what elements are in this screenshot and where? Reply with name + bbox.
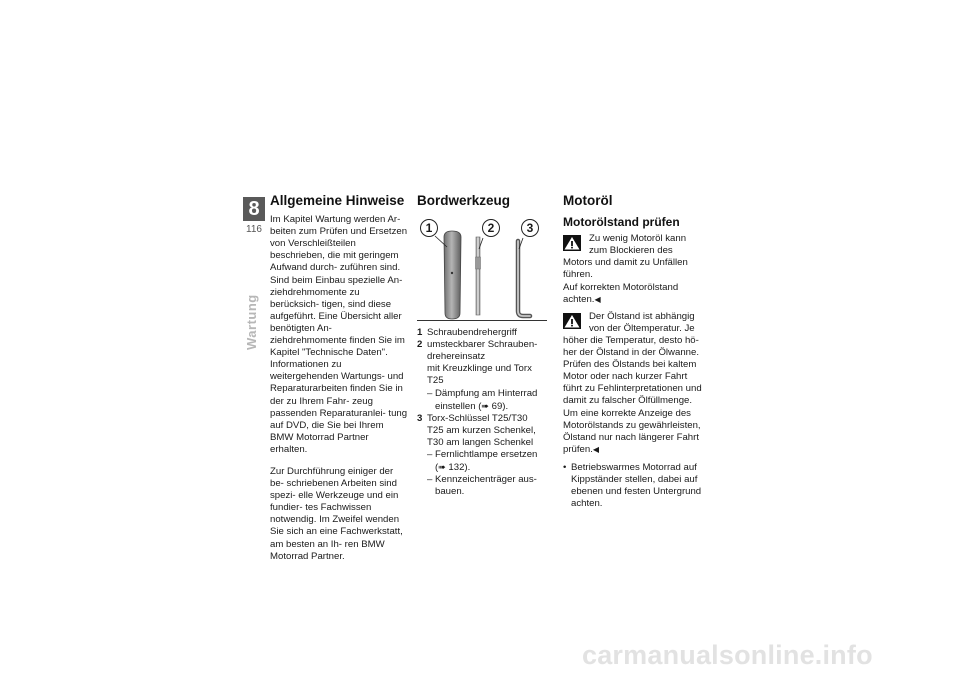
- warning-text: Der Ölstand ist abhängig von der Öltemperatur. Je höher die Temperatur, desto hö- her der Ölstand in der Ölwanne. Prüfen des Ölstands bei kaltem Motor oder nach kurzer Fahrt führt zu Fehlinterpretationen und damit zu falscher Ölfüllmenge.: [563, 310, 702, 407]
- legend-text: [427, 339, 547, 387]
- engine-oil-heading: Motoröl: [563, 193, 613, 208]
- list-item-text: Betriebswarmes Motorrad auf Kippständer stellen, dabei auf ebenen und festen Untergrund achten.: [571, 461, 702, 510]
- warning-icon: [563, 235, 581, 251]
- callout-2: 2: [482, 219, 500, 237]
- legend-item: [417, 327, 547, 339]
- page-ref[interactable]: 69).: [491, 400, 509, 412]
- legend-text: Schraubendrehergriff: [427, 327, 517, 339]
- legend-number: 1: [417, 327, 423, 339]
- legend-item: [417, 413, 547, 449]
- subitem-text: Dämpfung am Hinterrad einstellen (: [435, 387, 538, 412]
- warning-text: Auf korrekten Motorölstand achten.: [563, 281, 679, 305]
- legend-subitem: [417, 388, 547, 413]
- legend-text-extra: T25 am kurzen Schenkel, T30 am langen Schenkel: [427, 424, 536, 448]
- watermark: carmanualsonline.info: [582, 640, 873, 670]
- warning-text: Zu wenig Motoröl kann zum Blockieren des Motors und damit zu Unfällen führen.: [563, 233, 688, 281]
- legend-text: [427, 413, 547, 449]
- general-notes-column: [270, 195, 408, 563]
- warning-block: [563, 233, 703, 306]
- legend-subitem: [417, 474, 547, 498]
- warning-block: [563, 311, 703, 456]
- paragraph: Informationen zu weitergehenden Wartungs- und Reparaturarbeiten finden Sie in der zu Ihrem Fahr- zeug passenden Reparaturanlei- tung auf DVD, die Sie bei Ihrem BMW Motorrad Partner erhalten.: [270, 359, 408, 455]
- toolkit-legend: [417, 327, 547, 498]
- dash: –: [427, 387, 433, 399]
- callout-1: 1: [420, 219, 438, 237]
- legend-item: [417, 339, 547, 387]
- legend-text-extra: mit Kreuzklinge und Torx T25: [427, 363, 532, 387]
- page-ref-arrow-icon: ➠: [438, 462, 446, 473]
- end-mark-icon: ◀: [594, 294, 601, 304]
- legend-text-main: Torx-Schlüssel T25/T30: [427, 412, 528, 424]
- dash: –: [427, 474, 433, 486]
- chapter-number: 8: [243, 197, 265, 221]
- check-oil-level-subheading: Motorölstand prüfen: [563, 215, 680, 230]
- toolkit-column: [417, 195, 547, 498]
- screwdriver-handle-shape: [444, 231, 461, 319]
- callout-3: 3: [521, 219, 539, 237]
- subitem-text: Kennzeichenträger aus- bauen.: [435, 474, 537, 498]
- legend-number: 3: [417, 412, 423, 424]
- figure-baseline: [417, 320, 547, 321]
- page-ref-arrow-icon: ➠: [481, 400, 489, 411]
- general-notes-heading: Allgemeine Hinweise: [270, 193, 405, 208]
- bullet-icon: •: [563, 461, 567, 473]
- paragraph: Im Kapitel Wartung werden Ar- beiten zum Prüfen und Ersetzen von Verschleißteilen beschrieben, die mit geringem Aufwand durch- zuführen sind.: [270, 214, 408, 274]
- legend-number: 2: [417, 339, 423, 351]
- paragraph: Sind beim Einbau spezielle An- ziehdrehmomente zu berücksich- tigen, sind diese aufgeführt. Eine Übersicht aller benötigten An- ziehdrehmomente finden Sie im Kapitel "Technische Daten".: [270, 274, 405, 359]
- page-number: 116: [246, 224, 262, 235]
- dash: –: [427, 449, 433, 461]
- page-ref[interactable]: 132).: [448, 462, 471, 474]
- subitem-text: Fernlichtlampe ersetzen (: [435, 449, 538, 474]
- end-mark-icon: ◀: [592, 444, 600, 454]
- toolkit-heading: Bordwerkzeug: [417, 193, 511, 208]
- legend-text-main: umsteckbarer Schrauben- drehereinsatz: [427, 339, 538, 363]
- warning-icon: [563, 313, 581, 329]
- engine-oil-column: [563, 195, 703, 510]
- list-item: [563, 462, 703, 510]
- paragraph: Zur Durchführung einiger der be- schriebenen Arbeiten sind spezi- elle Werkzeuge und ein fundier- tes Fachwissen notwendig. Im Zweifel wenden Sie sich an eine Fachwerkstatt, am besten an Ih- ren BMW Motorrad Partner.: [270, 465, 403, 562]
- legend-subitem: [417, 449, 547, 474]
- toolkit-figure: [417, 219, 547, 321]
- warning-text: Um eine korrekte Anzeige des Motorölstands zu gewährleisten, Ölstand nur nach längerer Fahrt prüfen.: [563, 407, 701, 455]
- chapter-side-title: Wartung: [244, 294, 259, 350]
